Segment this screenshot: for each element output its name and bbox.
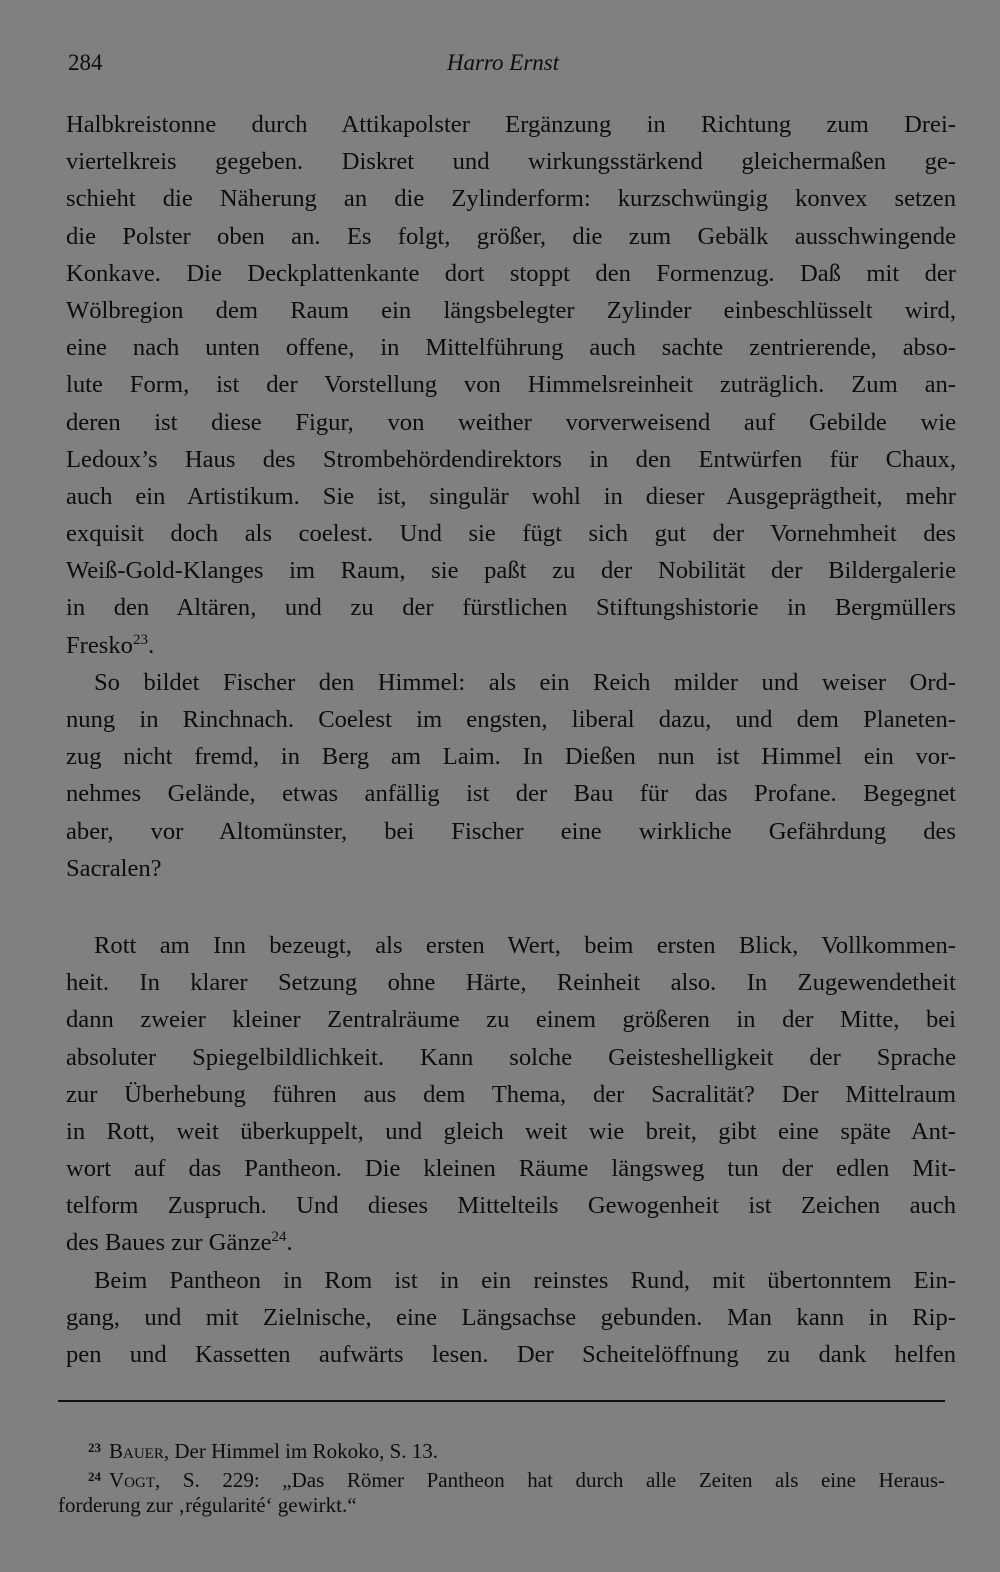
text-line (66, 1150, 956, 1187)
text-line (66, 701, 956, 738)
text-line (66, 1299, 956, 1336)
line-text: schieht die Näherung an die Zylinderform: kurzschwüngig konvex setzen (66, 185, 956, 213)
line-text: Konkave. Die Deckplattenkante dort stoppt den Formenzug. Daß mit der (66, 259, 956, 287)
line-text: eine nach unten offene, in Mittelführung auch sachte zentrierende, abso- (66, 334, 956, 362)
text-line (66, 1187, 956, 1224)
footnote-24-continuation: forderung zur ‚régularité‘ gewirkt.“ (58, 1493, 357, 1517)
text-line (66, 1224, 956, 1261)
line-text: Fresko (66, 631, 133, 659)
line-text: absoluter Spiegelbildlichkeit. Kann solche Geisteshelligkeit der Sprache (66, 1043, 956, 1071)
footnote-author: Vogt (109, 1468, 155, 1492)
footnote-text: , Der Himmel im Rokoko, S. 13. (163, 1439, 439, 1463)
line-text: zug nicht fremd, in Berg am Laim. In Dießen nun ist Himmel ein vor- (66, 743, 956, 771)
line-text: wort auf das Pantheon. Die kleinen Räume längsweg tun der edlen Mit- (66, 1155, 956, 1183)
footnote-rule (58, 1400, 945, 1402)
line-text: heit. In klarer Setzung ohne Härte, Reinheit also. In Zugewendetheit (66, 969, 956, 997)
text-line (66, 664, 956, 701)
footnotes (58, 1435, 945, 1518)
line-text: telform Zuspruch. Und dieses Mittelteils Gewogenheit ist Zeichen auch (66, 1192, 956, 1220)
line-text: Beim Pantheon in Rom ist in ein reinstes Rund, mit übertonntem Ein- (94, 1266, 956, 1294)
body-text (66, 106, 956, 1373)
line-text: in Rott, weit überkuppelt, und gleich weit wie breit, gibt eine späte Ant- (66, 1117, 956, 1145)
line-text: in den Altären, und zu der fürstlichen Stiftungshistorie in Bergmüllers (66, 594, 956, 622)
line-text: Halbkreistonne durch Attikapolster Ergänzung in Richtung zum Drei- (66, 111, 956, 138)
text-line (66, 552, 956, 589)
line-text: des Baues zur Gänze (66, 1229, 272, 1257)
line-text: nehmes Gelände, etwas anfällig ist der Bau für das Profane. Begegnet (66, 780, 956, 808)
running-header (68, 50, 938, 84)
text-line (66, 927, 956, 964)
text-line (66, 627, 956, 664)
text-line (66, 441, 956, 478)
footnote-reference: 23 (132, 631, 148, 648)
text-line (66, 515, 956, 552)
text-line (66, 329, 956, 366)
footnote-author: Bauer (109, 1439, 164, 1463)
line-text: Rott am Inn bezeugt, als ersten Wert, beim ersten Blick, Vollkommen- (94, 931, 956, 959)
text-line (66, 106, 956, 143)
line-text: dann zweier kleiner Zentralräume zu einem größeren in der Mitte, bei (66, 1006, 956, 1034)
section-gap (66, 887, 956, 927)
text-line (66, 775, 956, 812)
line-text: gang, und mit Zielnische, eine Längsachse gebunden. Man kann in Rip- (66, 1303, 956, 1331)
footnote-24 (58, 1464, 945, 1493)
text-line (66, 1262, 956, 1299)
footnote-reference: 24 (271, 1229, 287, 1246)
text-line (66, 255, 956, 292)
text-line (66, 850, 956, 887)
line-text: So bildet Fischer den Himmel: als ein Reich milder und weiser Ord- (94, 668, 956, 696)
text-line (66, 404, 956, 441)
footnote-number: 23 (88, 1440, 101, 1455)
line-text: zur Überhebung führen aus dem Thema, der Sacralität? Der Mittelraum (66, 1080, 956, 1108)
footnote-number: 24 (88, 1469, 101, 1484)
text-line (66, 218, 956, 255)
line-text: deren ist diese Figur, von weither vorverweisend auf Gebilde wie (66, 408, 956, 436)
text-line (66, 1001, 956, 1038)
page-number: 284 (68, 50, 103, 75)
line-text: . (286, 1229, 293, 1257)
line-text: nung in Rinchnach. Coelest im engsten, liberal dazu, und dem Planeten- (66, 706, 956, 733)
text-line (66, 1113, 956, 1150)
line-text: Weiß-Gold-Klanges im Raum, sie paßt zu der Nobilität der Bildergalerie (66, 557, 956, 585)
line-text: die Polster oben an. Es folgt, größer, die zum Gebälk ausschwingende (66, 222, 956, 250)
line-text: auch ein Artistikum. Sie ist, singulär wohl in dieser Ausgeprägtheit, mehr (66, 482, 956, 510)
text-line (66, 589, 956, 626)
text-line (66, 366, 956, 403)
line-text: lute Form, ist der Vorstellung von Himmelsreinheit zuträglich. Zum an- (66, 371, 956, 399)
line-text: viertelkreis gegeben. Diskret und wirkungsstärkend gleichermaßen ge- (66, 148, 956, 176)
footnote-23 (58, 1435, 945, 1464)
line-text: aber, vor Altomünster, bei Fischer eine wirkliche Gefährdung des (66, 817, 956, 845)
text-line (66, 964, 956, 1001)
text-line (66, 1076, 956, 1113)
text-line (66, 813, 956, 850)
text-line (66, 143, 956, 180)
line-text: . (147, 631, 155, 659)
text-line (66, 738, 956, 775)
line-text: Sacralen? (66, 854, 162, 882)
text-line (66, 292, 956, 329)
line-text: pen und Kassetten aufwärts lesen. Der Scheitelöffnung zu dank helfen (66, 1341, 956, 1368)
text-line (66, 180, 956, 217)
running-head-author: Harro Ernst (446, 50, 560, 75)
text-line (66, 1039, 956, 1076)
line-text: Wölbregion dem Raum ein längsbelegter Zylinder einbeschlüsselt wird, (66, 296, 956, 324)
text-line (66, 1336, 956, 1373)
line-text: Ledoux’s Haus des Strombehördendirektors in den Entwürfen für Chaux, (66, 445, 956, 473)
text-line (66, 478, 956, 515)
line-text: exquisit doch als coelest. Und sie fügt sich gut der Vornehmheit des (66, 520, 956, 548)
footnote-text: , S. 229: „Das Römer Pantheon hat durch alle Zeiten als eine Heraus- (155, 1468, 945, 1492)
